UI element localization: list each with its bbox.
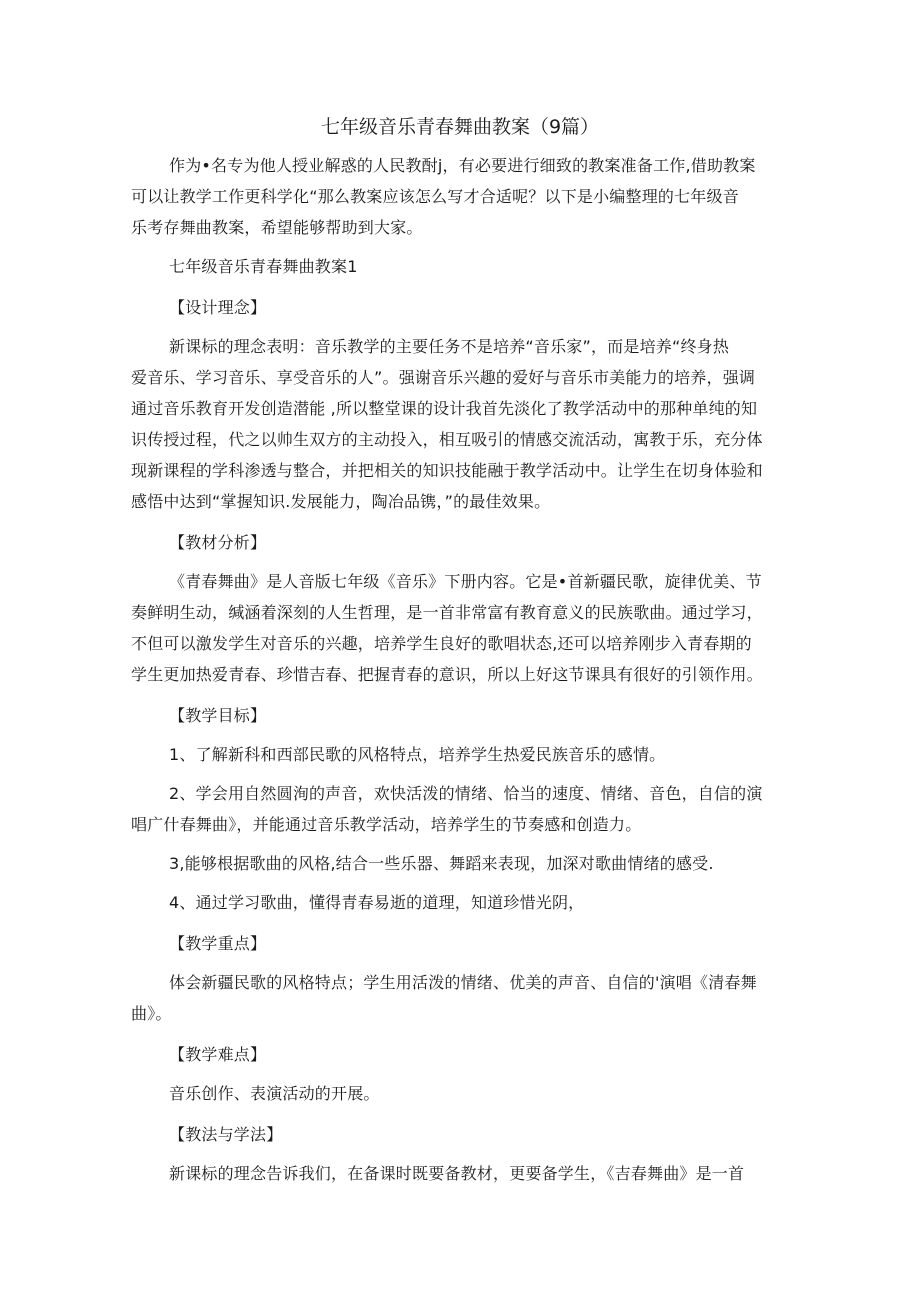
intro-line: 可以让教学工作更科学化“那么教案应该怎么写才合适呢？以下是小编整理的七年级音	[131, 187, 739, 206]
design-line: 现新课程的学科渗透与整合，并把相关的知识技能融于教学活动中。让学生在切身体验和	[131, 461, 763, 480]
document-body	[131, 150, 799, 1189]
difficulties-line: 音乐创作、表演活动的开展。	[169, 1084, 380, 1103]
methods-heading: 【教法与学法】	[169, 1125, 283, 1144]
goal-item-continued: 唱广什春舞曲》，并能通过音乐教学活动，培养学生的节奏感和创造力。	[131, 815, 642, 834]
intro-line: 乐考存舞曲教案，希望能够帮助到大家。	[131, 218, 423, 237]
material-heading: 【教材分析】	[169, 533, 267, 552]
section-title: 七年级音乐青春舞曲教案1	[169, 257, 358, 276]
key-points-line: 曲》。	[131, 1004, 172, 1023]
material-line: 《青春舞曲》是人音版七年级《音乐》下册内容。它是•首新疆民歌，旋律优美、节	[169, 572, 762, 591]
document-title: 七年级音乐青春舞曲教案（9篇）	[320, 116, 600, 138]
difficulties-heading: 【教学难点】	[169, 1045, 267, 1064]
design-line: 爱音乐、学习音乐、享受音乐的人”。强谢音乐兴趣的爱好与音乐市美能力的培养，强调	[131, 368, 756, 387]
material-line: 奏鲜明生动，缄涵着深刻的人生哲理，是一首非常富有教育意义的民族歌曲。通过学习，	[131, 603, 763, 622]
goal-item: 4、通过学习歌曲，懂得青春易逝的道理，知道珍惜光阴，	[169, 893, 585, 912]
design-line: 通过音乐教育开发创造潜能 ,所以整堂课的设计我首先淡化了教学活动中的那种单纯的知	[131, 399, 758, 418]
design-line: 感悟中达到“掌握知识.发展能力，陶冶品镌，”的最佳效果。	[131, 492, 551, 511]
key-points-line: 体会新疆民歌的风格特点；学生用活泼的情绪、优美的声音、自信的'演唱《清春舞	[169, 973, 757, 992]
design-line: 识传授过程，代之以帅生双方的主动投入，相互吸引的情感交流活动，寓教于乐，充分体	[131, 430, 763, 449]
goal-item: 2、学会用自然圆洵的声音，欢快活泼的情绪、恰当的速度、情绪、音色，自信的演	[169, 784, 763, 803]
methods-line: 新课标的理念告诉我们，在备课时既要备教材，更要备学生，《吉春舞曲》是一首	[169, 1164, 745, 1183]
design-paragraph	[131, 331, 799, 517]
intro-paragraph	[131, 150, 799, 243]
intro-line: 作为•名专为他人授业解惑的人民教酎j，有必要进行细致的教案准备工作,借助教案	[169, 156, 756, 175]
goal-item: 3,能够根据歌曲的风格,结合一些乐器、舞蹈来表现，加深对歌曲情绪的感受.	[169, 854, 714, 873]
goals-list	[131, 739, 799, 918]
key-points-heading: 【教学重点】	[169, 934, 267, 953]
material-line: 学生更加热爱青春、珍惜吉春、把握青春的意识，所以上好这节课具有很好的引领作用。	[131, 665, 763, 684]
material-line: 不但可以激发学生对音乐的兴趣，培养学生良好的歌唱状态,还可以培养刚步入青春期的	[131, 634, 752, 653]
material-paragraph	[131, 566, 799, 690]
design-heading: 【设计理念】	[169, 298, 267, 317]
goal-item: 1、了解新科和西部民歌的风格特点，培养学生热爱民族音乐的感情。	[169, 745, 666, 764]
key-points-paragraph	[131, 967, 799, 1029]
goals-heading: 【教学目标】	[169, 706, 267, 725]
design-line: 新课标的理念表明：音乐教学的主要任务不是培养“音乐家”，而是培养“终身热	[169, 337, 730, 356]
